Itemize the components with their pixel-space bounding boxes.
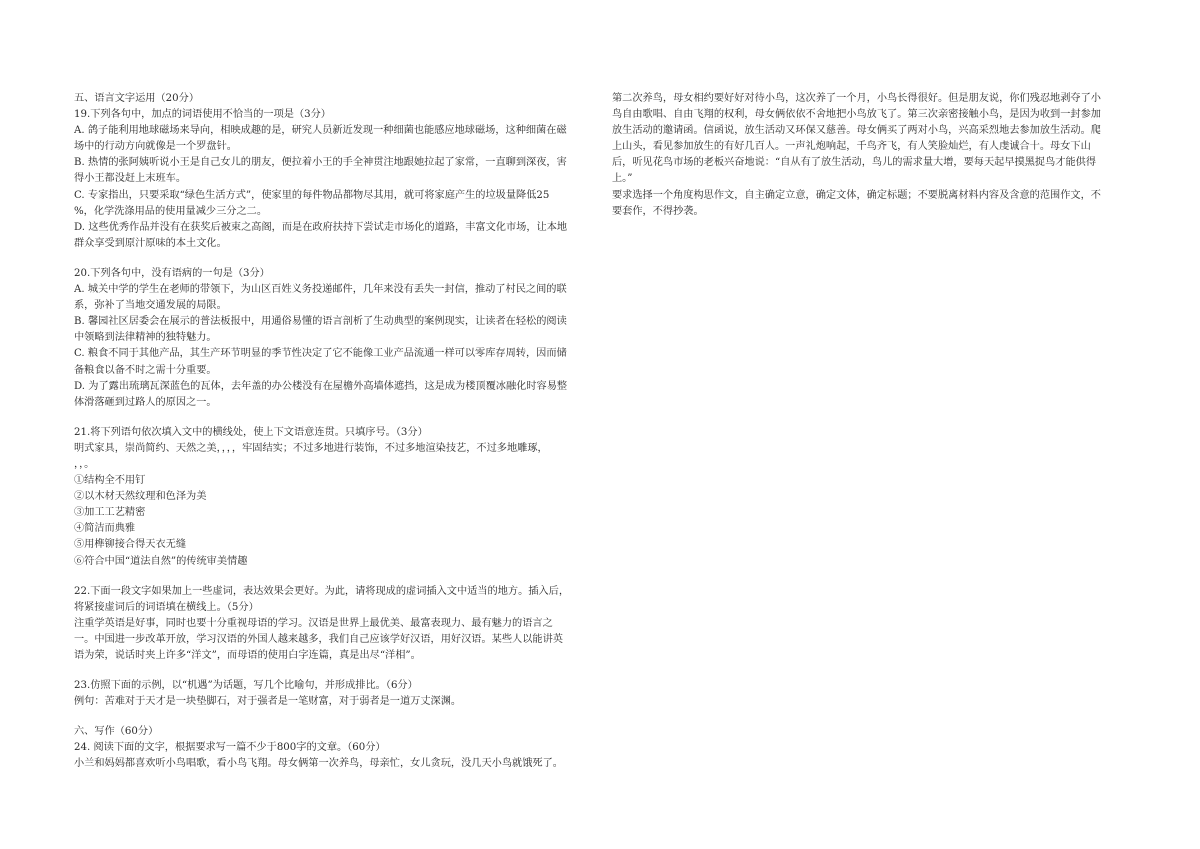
paragraph-gap (74, 411, 590, 425)
right-text-line: 上。” (612, 173, 633, 185)
left-text-line: ②以木材天然纹理和色泽为美 (74, 491, 207, 503)
left-text-line: 一。中国进一步改革开放，学习汉语的外国人越来越多，我们自己应该学好汉语，用好汉语。某些人以能讲英 (74, 633, 563, 645)
left-text-line: 系，弥补了当地交通发展的局限。 (74, 300, 227, 312)
right-text-line: 后，听见花鸟市场的老板兴奋地说：“自从有了放生活动，鸟儿的需求量大增，要每天起早摸黑捉鸟才能供得 (612, 157, 1097, 169)
left-text-line: ⑤用榫铆接合得天衣无缝 (74, 539, 187, 551)
left-text-line: 体滑落砸到过路人的原因之一。 (74, 396, 217, 408)
left-text-line: A. 城关中学的学生在老师的带领下，为山区百姓义务投递邮件，几年来没有丢失一封信，推动了村民之间的联 (74, 284, 567, 296)
left-text-line: 得小王都没赶上末班车。 (74, 173, 187, 185)
left-text-line: 将紧接虚词后的词语填在横线上。（5分） (74, 601, 259, 613)
left-text-line: ④简洁而典雅 (74, 523, 136, 535)
left-text-line: 注重学英语是好事，同时也要十分重视母语的学习。汉语是世界上最优美、最富表现力、最有魅力的语言之 (74, 617, 553, 629)
left-text-line: %，化学洗涤用品的使用量减少三分之二。 (74, 205, 268, 217)
right-text-line: 要套作，不得抄袭。 (612, 205, 704, 217)
left-text-line: B. 馨园社区居委会在展示的普法板报中，用通俗易懂的语言剖析了生动典型的案例现实，让读者在轻松的阅读 (74, 316, 567, 328)
paragraph-gap (74, 664, 590, 678)
left-text-line: ③加工工艺精密 (74, 507, 146, 519)
right-text-line: 鸟自由歌唱、自由飞翔的权利，母女俩依依不舍地把小鸟放飞了。第三次亲密接触小鸟，是因为收到一封参加 (612, 109, 1101, 121)
paragraph-gap (74, 570, 590, 584)
left-text-line: D. 为了露出琉璃瓦深蓝色的瓦体，去年盖的办公楼没有在屋檐外高墙体遮挡，这是成为楼顶覆冰融化时容易整 (74, 380, 568, 392)
left-text-line: 24. 阅读下面的文字，根据要求写一篇不少于800字的文章。（60分） (74, 742, 386, 754)
left-text-line: 19.下列各句中，加点的词语使用不恰当的一项是（3分） (74, 109, 331, 121)
paragraph-gap (74, 252, 590, 266)
left-text-line: 语为荣，说话时夹上许多“洋文”，而母语的使用白字连篇，真是出尽“洋相”。 (74, 650, 421, 661)
left-text-line: 六、写作（60分） (74, 726, 159, 738)
left-text-line: 备粮食以备不时之需十分重要。 (74, 364, 217, 376)
left-column (74, 91, 590, 773)
left-text-line: ⑥符合中国“道法自然”的传统审美情趣 (74, 555, 248, 567)
left-text-line: 20.下列各句中，没有语病的一句是（3分） (74, 267, 270, 279)
left-text-line: C. 粮食不同于其他产品，其生产环节明显的季节性决定了它不能像工业产品流通一样可以零库存周转，因而储 (74, 348, 567, 360)
left-text-line: 例句：苦难对于天才是一块垫脚石，对于强者是一笔财富，对于弱者是一道万丈深渊。 (74, 696, 462, 708)
left-text-line: ，，。 (74, 458, 95, 470)
left-text-line: A. 鸽子能利用地球磁场来导向，相映成趣的是，研究人员新近发现一种细菌也能感应地球磁场，这种细菌在磁 (74, 125, 567, 137)
left-text-line: 21.将下列语句依次填入文中的横线处，使上下文语意连贯。只填序号。（3分） (74, 426, 428, 438)
left-text-line: 中领略到法律精神的独特魅力。 (74, 332, 217, 344)
left-text-line: 22.下面一段文字如果加上一些虚词，表达效果会更好。为此，请将现成的虚词插入文中适当的地方。插入后， (74, 585, 570, 597)
left-text-line: B. 热情的张阿姨听说小王是自己女儿的朋友，便拉着小王的手全神贯注地跟她拉起了家常，一直聊到深夜，害 (74, 157, 567, 169)
right-column (612, 91, 1130, 220)
right-text-line: 第二次养鸟，母女相约要好好对待小鸟，这次养了一个月，小鸟长得很好。但是朋友说，你们残忍地剥夺了小 (612, 93, 1101, 104)
left-text-line: D. 这些优秀作品并没有在获奖后被束之高阁，而是在政府扶持下尝试走市场化的道路，丰富文化市场，让本地 (74, 221, 568, 233)
left-text-line: 群众享受到原汁原味的本土文化。 (74, 237, 227, 249)
right-text-line: 放生活动的邀请函。信函说，放生活动又环保又慈善。母女俩买了两对小鸟，兴高采烈地去参加放生活动。爬 (612, 125, 1101, 137)
left-text-line: ①结构全不用钉 (74, 475, 146, 487)
left-text-line: 明式家具，崇尚简约、天然之美，，，，牢固结实；不过多地进行装饰，不过多地渲染技艺，不过多地雕琢， (74, 442, 548, 454)
left-text-line: C. 专家指出，只要采取“绿色生活方式”，使家里的每件物品都物尽其用，就可将家庭产生的垃圾量降低25 (74, 189, 550, 201)
right-text-line: 上山头，看见参加放生的有好几百人。一声礼炮响起，千鸟齐飞，有人笑脸灿烂，有人虔诚合十。母女下山 (612, 141, 1091, 153)
left-text-line: 23.仿照下面的示例，以“机遇”为话题，写几个比喻句，并形成排比。（6分） (74, 680, 418, 692)
left-text-line: 小兰和妈妈都喜欢听小鸟唱歌，看小鸟飞翔。母女俩第一次养鸟，母亲忙，女儿贪玩，没几天小鸟就饿死了。 (74, 758, 563, 770)
left-text-line: 五、语言文字运用（20分） (74, 93, 200, 104)
right-text-line: 要求选择一个角度构思作文，自主确定立意，确定文体，确定标题；不要脱离材料内容及含意的范围作文，不 (612, 189, 1101, 201)
paragraph-gap (74, 710, 590, 724)
left-text-line: 场中的行动方向就像是一个罗盘针。 (74, 141, 237, 153)
